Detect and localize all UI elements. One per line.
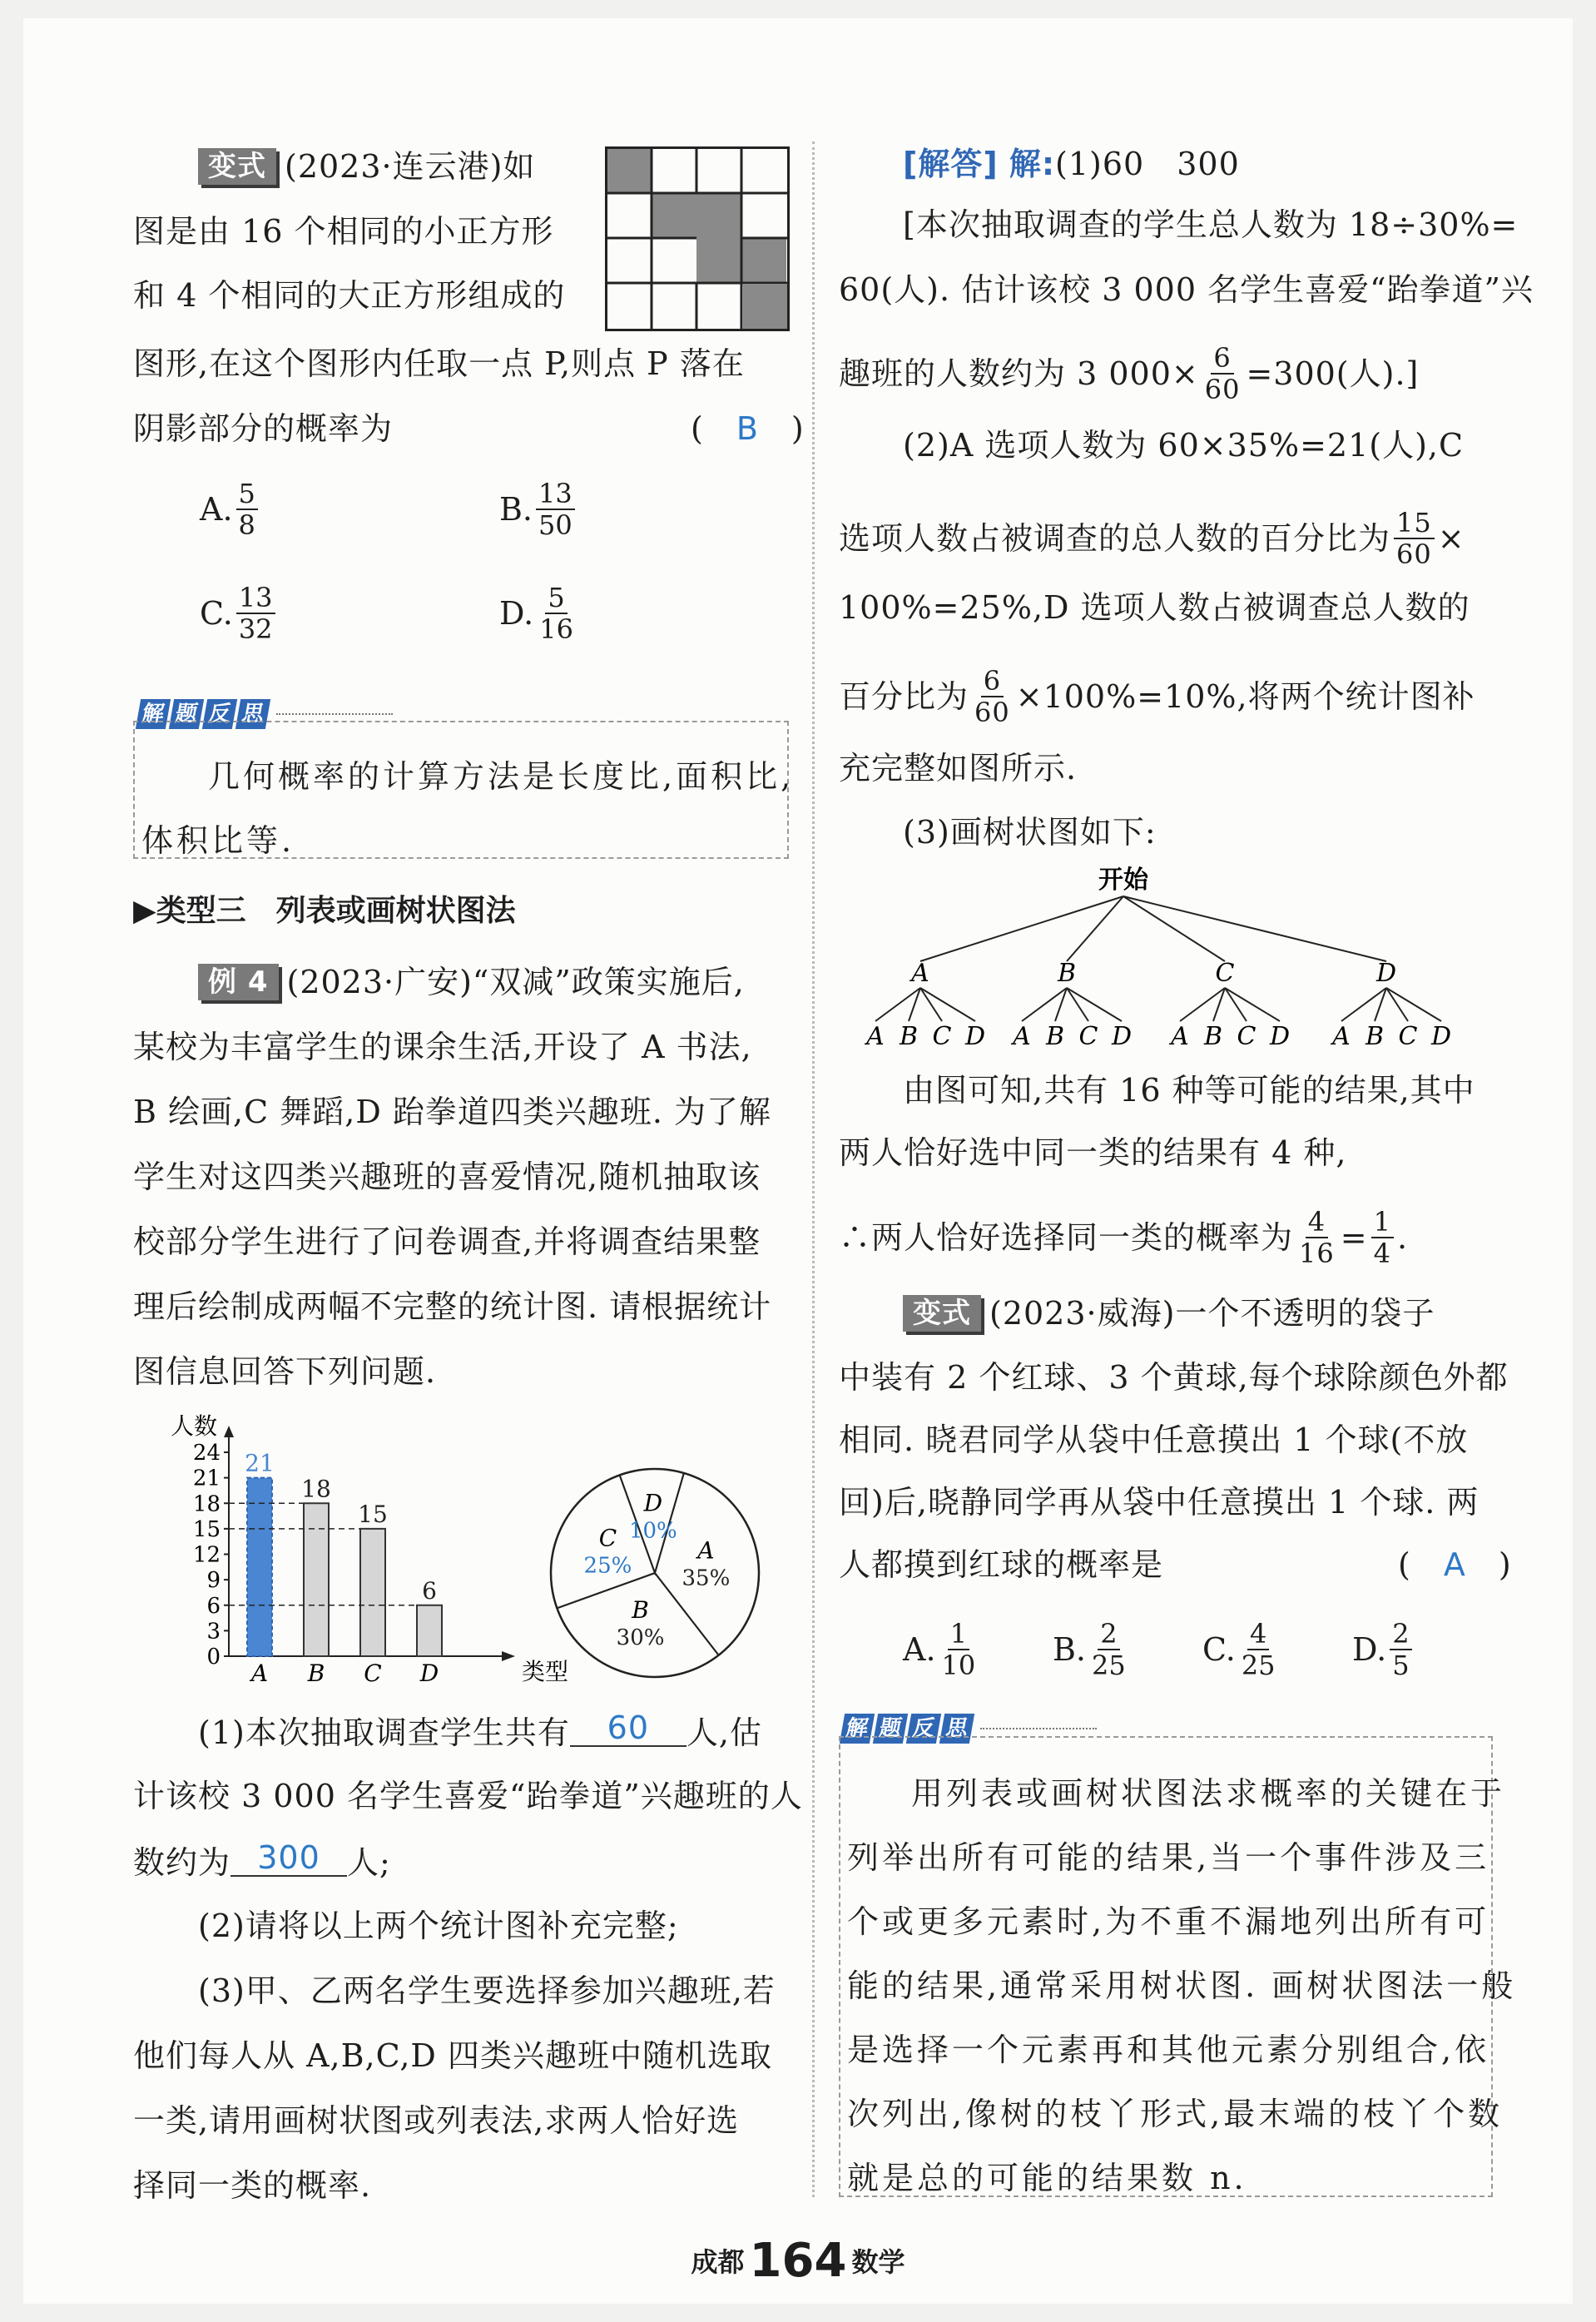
q3-line-2: 他们每人从 A,B,C,D 四类兴趣班中随机选取	[133, 2037, 772, 2074]
tree-leaf-label: A	[1332, 1022, 1351, 1051]
tree-branch	[920, 896, 1123, 961]
tree-node-label: B	[1057, 959, 1077, 988]
tree-leaf-branch	[875, 988, 920, 1021]
x-tick-label: D	[419, 1660, 439, 1687]
pie-value-label: 35%	[682, 1565, 731, 1591]
tree-leaf-label: C	[1078, 1022, 1098, 1051]
x-axis-arrow	[502, 1651, 515, 1661]
variant2-option-c: C. $\frac{4}{25}$	[1202, 1618, 1276, 1681]
pie-label: D	[643, 1489, 663, 1517]
bar-A	[247, 1478, 272, 1656]
reflection1-line-2: 体积比等.	[141, 822, 295, 859]
tree-leaf-branch	[1022, 988, 1067, 1021]
reflection2-header: 解 题 反 思	[842, 1710, 1097, 1747]
page-number: 164	[749, 2234, 847, 2288]
variant1-line-1: 变式 (2023·连云港)如	[198, 146, 535, 187]
footer-subject: 数学	[851, 2246, 905, 2278]
variant2-line-1: 变式 (2023·威海)一个不透明的袋子	[903, 1292, 1435, 1334]
y-tick-label: 18	[192, 1491, 221, 1517]
reflection2-line-1: 用列表或画树状图法求概率的关键在于	[911, 1775, 1506, 1812]
q1-blank-2: 300	[230, 1840, 347, 1877]
part2-line-1: (2)A 选项人数为 60×35%=21(人),C	[903, 427, 1465, 464]
variant2-option-b: B. $\frac{2}{25}$	[1053, 1618, 1126, 1681]
bar-data-label: 6	[422, 1576, 437, 1605]
tree-leaf-branch	[1341, 988, 1386, 1021]
q3-line-3: 一类,请用画树状图或列表法,求两人恰好选	[133, 2102, 740, 2139]
pie-value-label: 10%	[628, 1518, 677, 1544]
variant1-answer-paren: ( B )	[691, 410, 805, 447]
y-axis-label: 人数	[171, 1412, 218, 1440]
x-axis-label: 类型	[522, 1658, 569, 1685]
x-tick-label: A	[250, 1660, 269, 1687]
part3-line: (3)画树状图如下:	[903, 814, 1157, 851]
reflection2-line-4: 能的结果,通常采用树状图. 画树状图法一般	[847, 1967, 1517, 2004]
part2-line-5: 充完整如图所示.	[839, 750, 1078, 786]
tree-branch	[1123, 896, 1225, 961]
bar-B	[304, 1503, 329, 1656]
variant2-line-5: 人都摸到红球的概率是	[839, 1546, 1164, 1583]
shaded-small-square-2	[743, 285, 788, 330]
variant1-line-4: 图形,在这个图形内任取一点 P,则点 P 落在	[133, 345, 745, 382]
y-tick-label: 12	[192, 1542, 221, 1568]
solution-line-3: 趣班的人数约为 3 000× $\frac{6}{60}$ =300(人).]	[839, 342, 1420, 405]
bar-chart	[150, 1407, 569, 1694]
tree-leaf-branch	[1180, 988, 1225, 1021]
conclusion-line-3: ∴两人恰好选择同一类的概率为 $\frac{4}{16}$ = $\frac{1}{4}$ .	[839, 1206, 1409, 1269]
variant1-option-c: C. $\frac{13}{32}$	[200, 583, 279, 644]
tree-leaf-branch	[1067, 988, 1122, 1021]
example4-line-6: 理后绘制成两幅不完整的统计图. 请根据统计	[133, 1288, 772, 1325]
tree-leaf-label: A	[1013, 1022, 1031, 1051]
pie-chart	[543, 1461, 767, 1685]
variant1-option-d: D. $\frac{5}{16}$	[499, 582, 573, 645]
tree-leaf-branch	[920, 988, 975, 1021]
pie-value-label: 30%	[616, 1625, 665, 1651]
tree-node-label: D	[1375, 959, 1397, 988]
pie-label: A	[697, 1536, 715, 1565]
example4-line-1: 例 4 (2023·广安)“双减”政策实施后,	[198, 961, 745, 1003]
variant2-answer-paren: ( A )	[1398, 1546, 1512, 1583]
reflection2-line-6: 次列出,像树的枝丫形式,最末端的枝丫个数	[847, 2096, 1504, 2132]
variant2-answer: A	[1443, 1546, 1466, 1583]
section-title: ▶类型三 列表或画树状图法	[133, 894, 516, 928]
x-tick-label: B	[307, 1660, 325, 1687]
tree-leaf-label: C	[932, 1022, 952, 1051]
part2-line-3: 100%=25%,D 选项人数占被调查总人数的	[839, 589, 1470, 626]
variant1-line-2: 图是由 16 个相同的小正方形	[133, 213, 554, 250]
shaded-small-square	[606, 147, 651, 192]
part2-line-4: 百分比为 $\frac{6}{60}$ ×100%=10%,将两个统计图补	[839, 665, 1475, 728]
solution-head: [解答]	[903, 146, 999, 182]
y-tick-label: 0	[206, 1645, 221, 1670]
tree-leaf-label: C	[1398, 1022, 1418, 1051]
variant2-line-4: 回)后,晓静同学再从袋中任意摸出 1 个球. 两	[839, 1484, 1480, 1521]
reflection2-line-5: 是选择一个元素再和其他元素分别组合,依	[847, 2032, 1490, 2068]
example4-line-4: 学生对这四类兴趣班的喜爱情况,随机抽取该	[133, 1159, 761, 1195]
square-grid-figure	[605, 146, 790, 331]
bar-data-label: 15	[358, 1500, 388, 1528]
tree-leaf-label: C	[1237, 1022, 1256, 1051]
solution-line-2: 60(人). 估计该校 3 000 名学生喜爱“跆拳道”兴	[839, 271, 1534, 308]
y-tick-label: 6	[206, 1593, 221, 1619]
tree-leaf-label: B	[1365, 1022, 1385, 1051]
variant1-line-3: 和 4 个相同的大正方形组成的	[133, 277, 566, 314]
tree-leaf-label: B	[1045, 1022, 1065, 1051]
y-tick-label: 21	[192, 1466, 221, 1491]
variant1-answer: B	[736, 410, 759, 447]
tree-leaf-branch	[1386, 988, 1408, 1021]
variant1-line-5: 阴影部分的概率为	[133, 410, 394, 447]
conclusion-line-2: 两人恰好选中同一类的结果有 4 种,	[839, 1134, 1347, 1171]
tree-leaf-label: A	[866, 1022, 885, 1051]
solution-line-1: [本次抽取调查的学生总人数为 18÷30%=	[903, 206, 1519, 243]
variant2-option-d: D. $\frac{2}{5}$	[1352, 1619, 1415, 1680]
page-footer	[0, 2234, 1596, 2288]
reflection2-line-7: 就是总的可能的结果数 n.	[847, 2160, 1247, 2196]
solution-head-line: [解答] 解:(1)60 300	[903, 146, 1240, 182]
shaded-large-square	[652, 193, 741, 238]
tree-leaf-label: D	[1269, 1022, 1291, 1051]
pie-label: B	[632, 1596, 649, 1625]
footer-city: 成都	[691, 2246, 745, 2278]
tree-leaf-label: A	[1171, 1022, 1189, 1051]
x-tick-label: C	[364, 1660, 382, 1687]
variant2-line-2: 中装有 2 个红球、3 个黄球,每个球除颜色外都	[839, 1359, 1509, 1396]
tree-leaf-branch	[920, 988, 942, 1021]
q3-line-4: 择同一类的概率.	[133, 2167, 372, 2204]
reflection2-line-3: 个或更多元素时,为不重不漏地列出所有可	[847, 1903, 1490, 1940]
example4-line-7: 图信息回答下列问题.	[133, 1353, 437, 1390]
tree-node-label: A	[911, 959, 929, 988]
tree-leaf-branch	[1225, 988, 1247, 1021]
variant2-line-3: 相同. 晓君同学从袋中任意摸出 1 个球(不放	[839, 1421, 1469, 1458]
tree-leaf-branch	[1386, 988, 1441, 1021]
variant-tag: 变式	[198, 148, 276, 185]
example4-line-5: 校部分学生进行了问卷调查,并将调查结果整	[133, 1223, 761, 1260]
tree-leaf-label: D	[1430, 1022, 1452, 1051]
variant1-option-b: B. $\frac{13}{50}$	[499, 479, 578, 540]
y-axis-arrow	[224, 1426, 234, 1437]
example-tag: 例 4	[198, 964, 279, 1000]
tree-leaf-branch	[1225, 988, 1280, 1021]
bar-data-label: 18	[301, 1475, 331, 1503]
tree-leaf-label: D	[964, 1022, 986, 1051]
q2-line: (2)请将以上两个统计图补充完整;	[198, 1908, 679, 1944]
tree-diagram	[849, 861, 1498, 1061]
tree-leaf-label: B	[899, 1022, 919, 1051]
pie-value-label: 25%	[583, 1553, 632, 1579]
tree-root-label: 开始	[1098, 866, 1148, 895]
conclusion-line-1: 由图可知,共有 16 种等可能的结果,其中	[903, 1072, 1475, 1109]
y-tick-label: 3	[206, 1619, 221, 1645]
reflection1-header: 解 题 反 思	[138, 696, 393, 732]
y-tick-label: 24	[192, 1441, 221, 1466]
example4-line-3: B 绘画,C 舞蹈,D 跆拳道四类兴趣班. 为了解	[133, 1094, 772, 1130]
reflection2-line-2: 列举出所有可能的结果,当一个事件涉及三	[847, 1839, 1490, 1876]
tree-leaf-branch	[1067, 988, 1088, 1021]
tree-leaf-label: B	[1203, 1022, 1223, 1051]
reflection1-line-1: 几何概率的计算方法是长度比,面积比,	[208, 758, 795, 795]
variant1-option-a: A. $\frac{5}{8}$	[200, 479, 261, 540]
q1-line-2: 计该校 3 000 名学生喜爱“跆拳道”兴趣班的人	[133, 1778, 803, 1814]
pie-label: C	[598, 1524, 617, 1552]
y-tick-label: 15	[192, 1516, 221, 1542]
part2-line-2: 选项人数占被调查的总人数的百分比为 $\frac{15}{60}$ ×	[839, 507, 1465, 570]
variant2-option-a: A. $\frac{1}{10}$	[903, 1618, 976, 1681]
q1-line-3: 数约为 300 人;	[133, 1839, 391, 1881]
tree-leaf-label: D	[1111, 1022, 1133, 1051]
example4-line-2: 某校为丰富学生的课余生活,开设了 A 书法,	[133, 1029, 752, 1065]
tree-branch	[1123, 896, 1386, 961]
y-tick-label: 9	[206, 1568, 221, 1594]
q1-blank-1: 60	[570, 1710, 686, 1747]
bar-D	[417, 1605, 442, 1656]
column-divider	[812, 141, 815, 2197]
bar-C	[360, 1529, 385, 1656]
q3-line-1: (3)甲、乙两名学生要选择参加兴趣班,若	[198, 1972, 776, 2009]
variant2-tag: 变式	[903, 1295, 981, 1332]
q1-line-1: (1)本次抽取调查学生共有 60 人,估	[198, 1709, 762, 1751]
bar-data-label: 21	[245, 1449, 275, 1477]
tree-node-label: C	[1215, 959, 1235, 988]
